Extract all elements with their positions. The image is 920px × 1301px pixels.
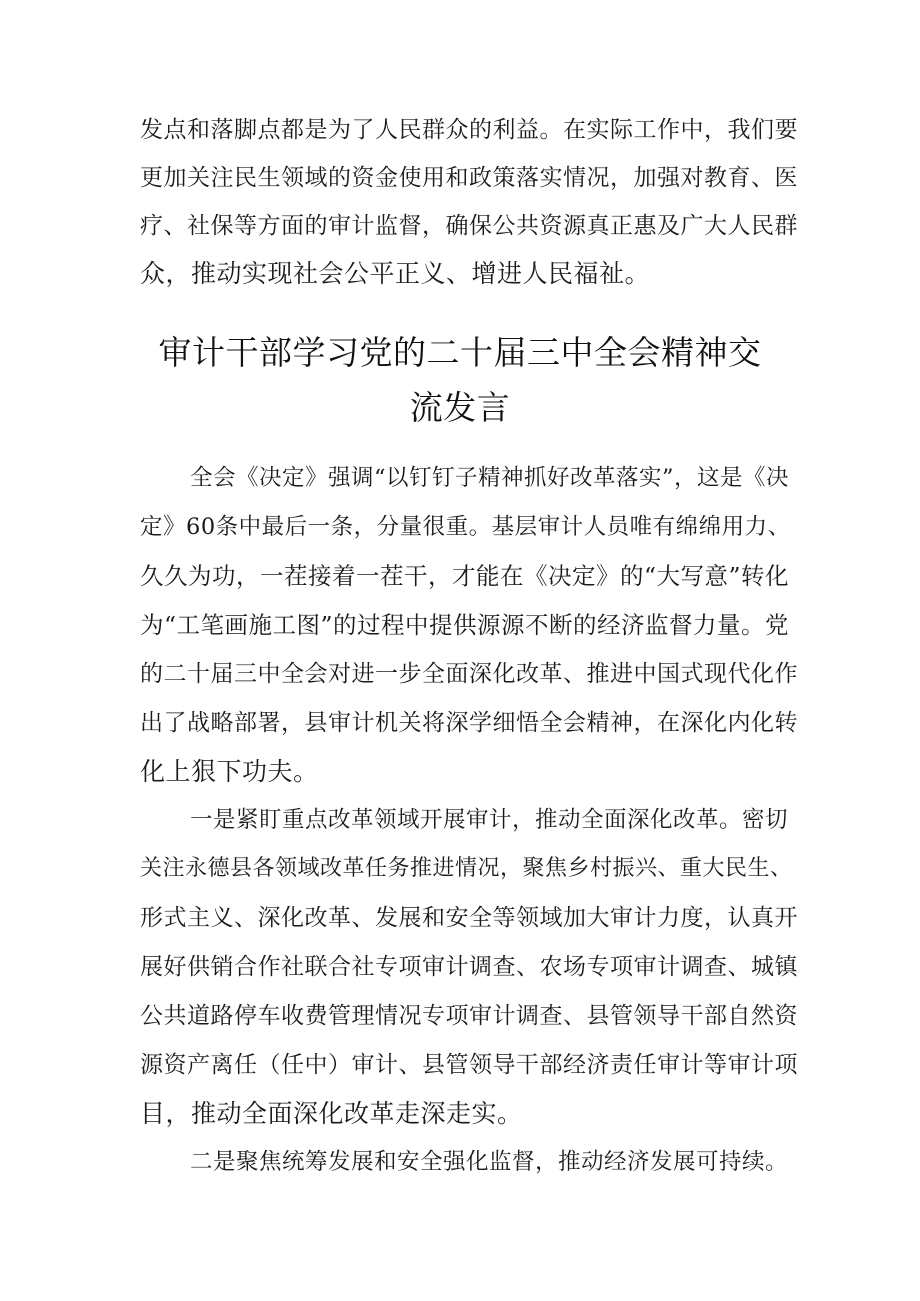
- paragraph-line: 为“工笔画施工图”的过程中提供源源不断的经济监督力量。党: [140, 611, 790, 639]
- intro-line: 发点和落脚点都是为了人民群众的利益。在实际工作中，我们要: [140, 117, 798, 143]
- intro-line: 疗、社保等方面的审计监督，确保公共资源真正惠及广大人民群: [140, 213, 798, 239]
- intro-line: 更加关注民生领域的资金使用和政策落实情况，加强对教育、医: [140, 165, 798, 191]
- paragraph-line: 源资产离任（任中）审计、县管领导干部经济责任审计等审计项: [140, 1052, 798, 1078]
- paragraph-line: 展好供销合作社联合社专项审计调查、农场专项审计调查、城镇: [140, 954, 798, 980]
- paragraph-line: 全会《决定》强调“以钉钉子精神抓好改革落实”，这是《决: [190, 465, 790, 491]
- paragraph-line: 目，推动全面深化改革走深走实。: [140, 1099, 523, 1128]
- paragraph-line: 出了战略部署，县审计机关将深学细悟全会精神，在深化内化转: [140, 710, 798, 736]
- paragraph-line: 二是聚焦统筹发展和安全强化监督，推动经济发展可持续。: [190, 1149, 789, 1175]
- document-title: 审计干部学习党的二十届三中全会精神交: [158, 333, 762, 372]
- document-title-continued: 流发言: [409, 388, 511, 427]
- intro-line: 众，推动实现社会公平正义、增进人民福祉。: [140, 259, 651, 288]
- paragraph-line: 公共道路停车收费管理情况专项审计调查、县管领导干部自然资: [140, 1003, 798, 1029]
- paragraph-line: 一是紧盯重点改革领域开展审计，推动全面深化改革。密切: [190, 807, 789, 833]
- paragraph-line: 关注永德县各领域改革任务推进情况，聚焦乡村振兴、重大民生、: [140, 856, 793, 881]
- paragraph-line: 的二十届三中全会对进一步全面深化改革、推进中国式现代化作: [140, 661, 798, 687]
- paragraph-line: 形式主义、深化改革、发展和安全等领域加大审计力度，认真开: [140, 905, 798, 931]
- paragraph-line: 化上狠下功夫。: [140, 757, 319, 786]
- paragraph-line: 久久为功，一茬接着一茬干，才能在《决定》的“大写意”转化: [140, 562, 790, 590]
- paragraph-line: 定》60条中最后一条，分量很重。基层审计人员唯有绵绵用力、: [140, 514, 791, 540]
